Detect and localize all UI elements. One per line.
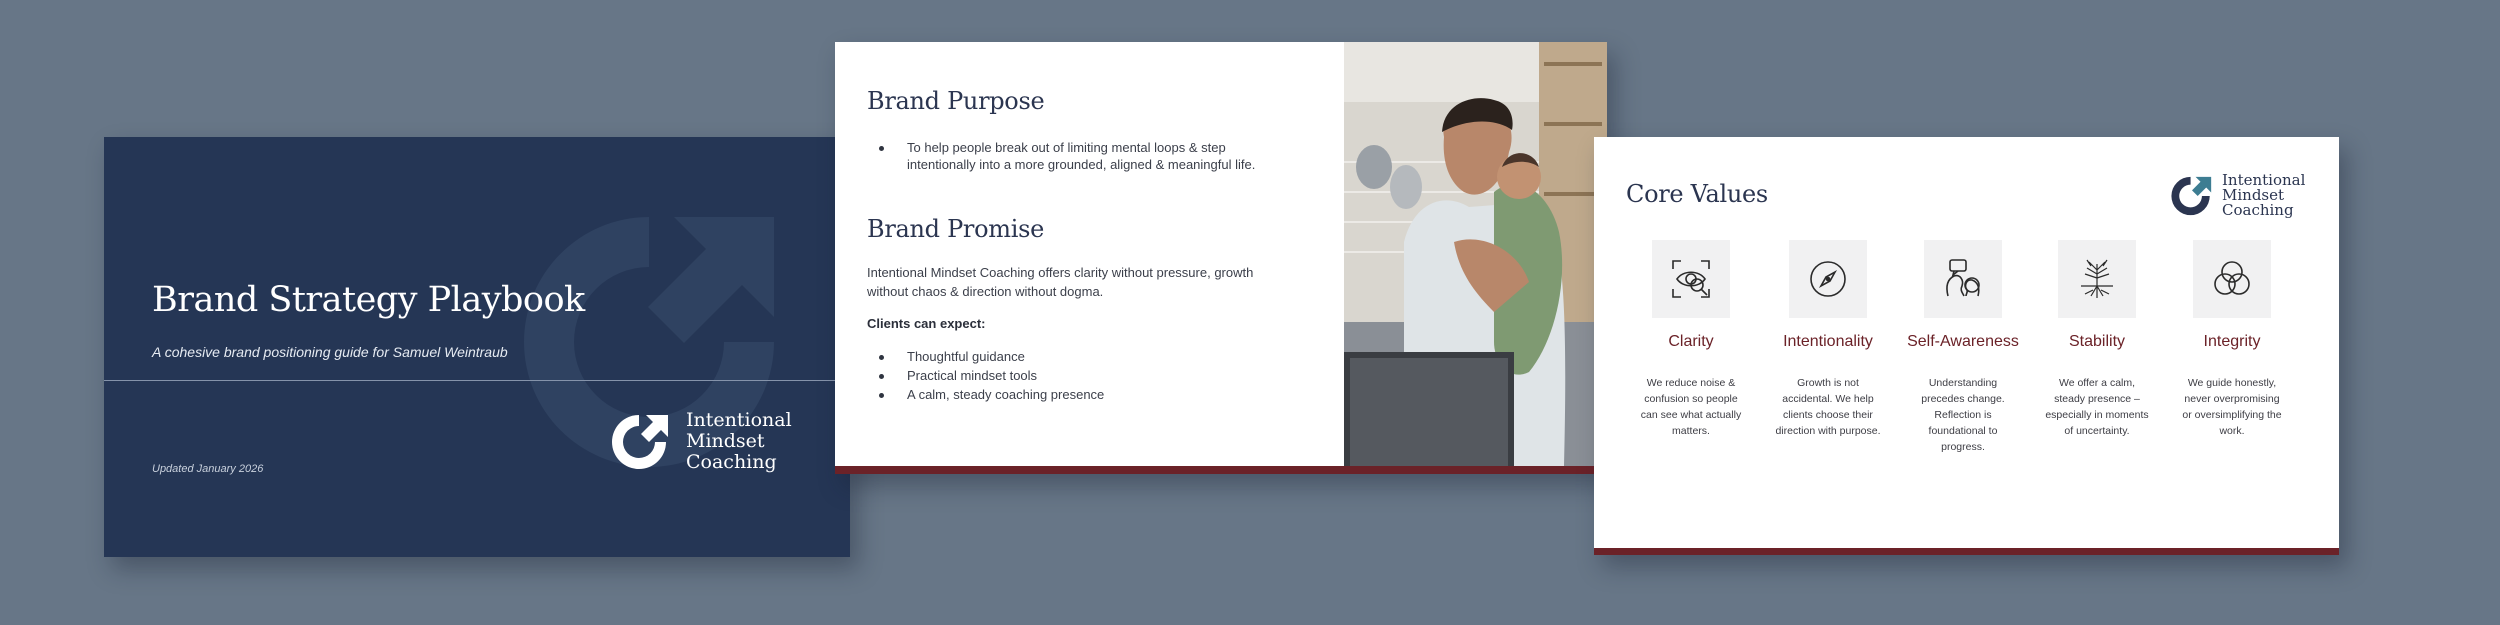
value-description: We guide honestly, never overpromising or oversimplifying the work.: [2182, 377, 2282, 437]
expect-label: Clients can expect:: [867, 316, 986, 331]
updated-date: Updated January 2026: [152, 463, 264, 475]
value-description: We reduce noise & confusion so people can see what actually matters.: [1640, 377, 1742, 437]
eye-magnifier-icon: [1669, 257, 1713, 301]
core-values-title: Core Values: [1626, 180, 1768, 208]
overlapping-circles-icon: [2210, 257, 2254, 301]
brand-logo: [610, 410, 792, 473]
value-name: Intentionality: [1783, 333, 1873, 350]
expect-item: Thoughtful guidance: [907, 349, 1025, 364]
purpose-promise-slide: [835, 42, 1607, 474]
tree-roots-icon: [2075, 256, 2119, 302]
value-description: We offer a calm, steady presence – especially in moments of uncertainty.: [2045, 377, 2149, 437]
accent-bar: [1594, 548, 2339, 555]
logo-text: Intentional Mindset Coaching: [686, 409, 792, 473]
bullet-dot: [879, 374, 884, 379]
value-name: Self-Awareness: [1907, 333, 2019, 350]
value-name: Clarity: [1668, 333, 1714, 350]
value-description: Growth is not accidental. We help clients choose their direction with purpose.: [1775, 377, 1881, 437]
purpose-bullet: To help people break out of limiting mental loops & step intentionally into a more grounded, aligned & meaningful life.: [907, 140, 1256, 172]
bullet-dot: [879, 355, 884, 360]
logo-mark-icon: [2170, 174, 2214, 218]
purpose-heading: Brand Purpose: [867, 87, 1045, 115]
value-card-clarity: [1626, 240, 1756, 439]
expect-item: A calm, steady coaching presence: [907, 387, 1105, 402]
father-holding-child-photo: [1344, 42, 1607, 466]
bullet-dot: [879, 146, 884, 151]
cover-title: Brand Strategy Playbook: [152, 280, 585, 320]
value-card-stability: [2032, 240, 2162, 439]
promise-text: Intentional Mindset Coaching offers clarity without pressure, growth without chaos & direction without dogma.: [867, 265, 1254, 299]
value-name: Stability: [2068, 333, 2126, 350]
compass-icon: [1806, 257, 1850, 301]
logo-mark-icon: [610, 411, 672, 473]
value-card-integrity: [2167, 240, 2297, 439]
bullet-dot: [879, 393, 884, 398]
promise-heading: Brand Promise: [867, 215, 1044, 243]
value-card-intentionality: [1763, 240, 1893, 439]
divider: [104, 380, 850, 381]
value-name: Integrity: [2203, 333, 2261, 350]
core-values-slide: [1594, 137, 2339, 555]
accent-bar: [835, 466, 1607, 474]
value-description: Understanding precedes change. Reflection is foundational to progress.: [1921, 377, 2005, 453]
cover-subtitle: A cohesive brand positioning guide for Samuel Weintraub: [152, 344, 508, 360]
logo-text: Intentional Mindset Coaching: [2222, 171, 2306, 219]
value-card-self-awareness: [1898, 240, 2028, 455]
expect-item: Practical mindset tools: [907, 368, 1038, 383]
cover-slide: [104, 137, 850, 557]
head-chat-icon: [1940, 256, 1986, 302]
brand-logo: [2170, 173, 2305, 218]
